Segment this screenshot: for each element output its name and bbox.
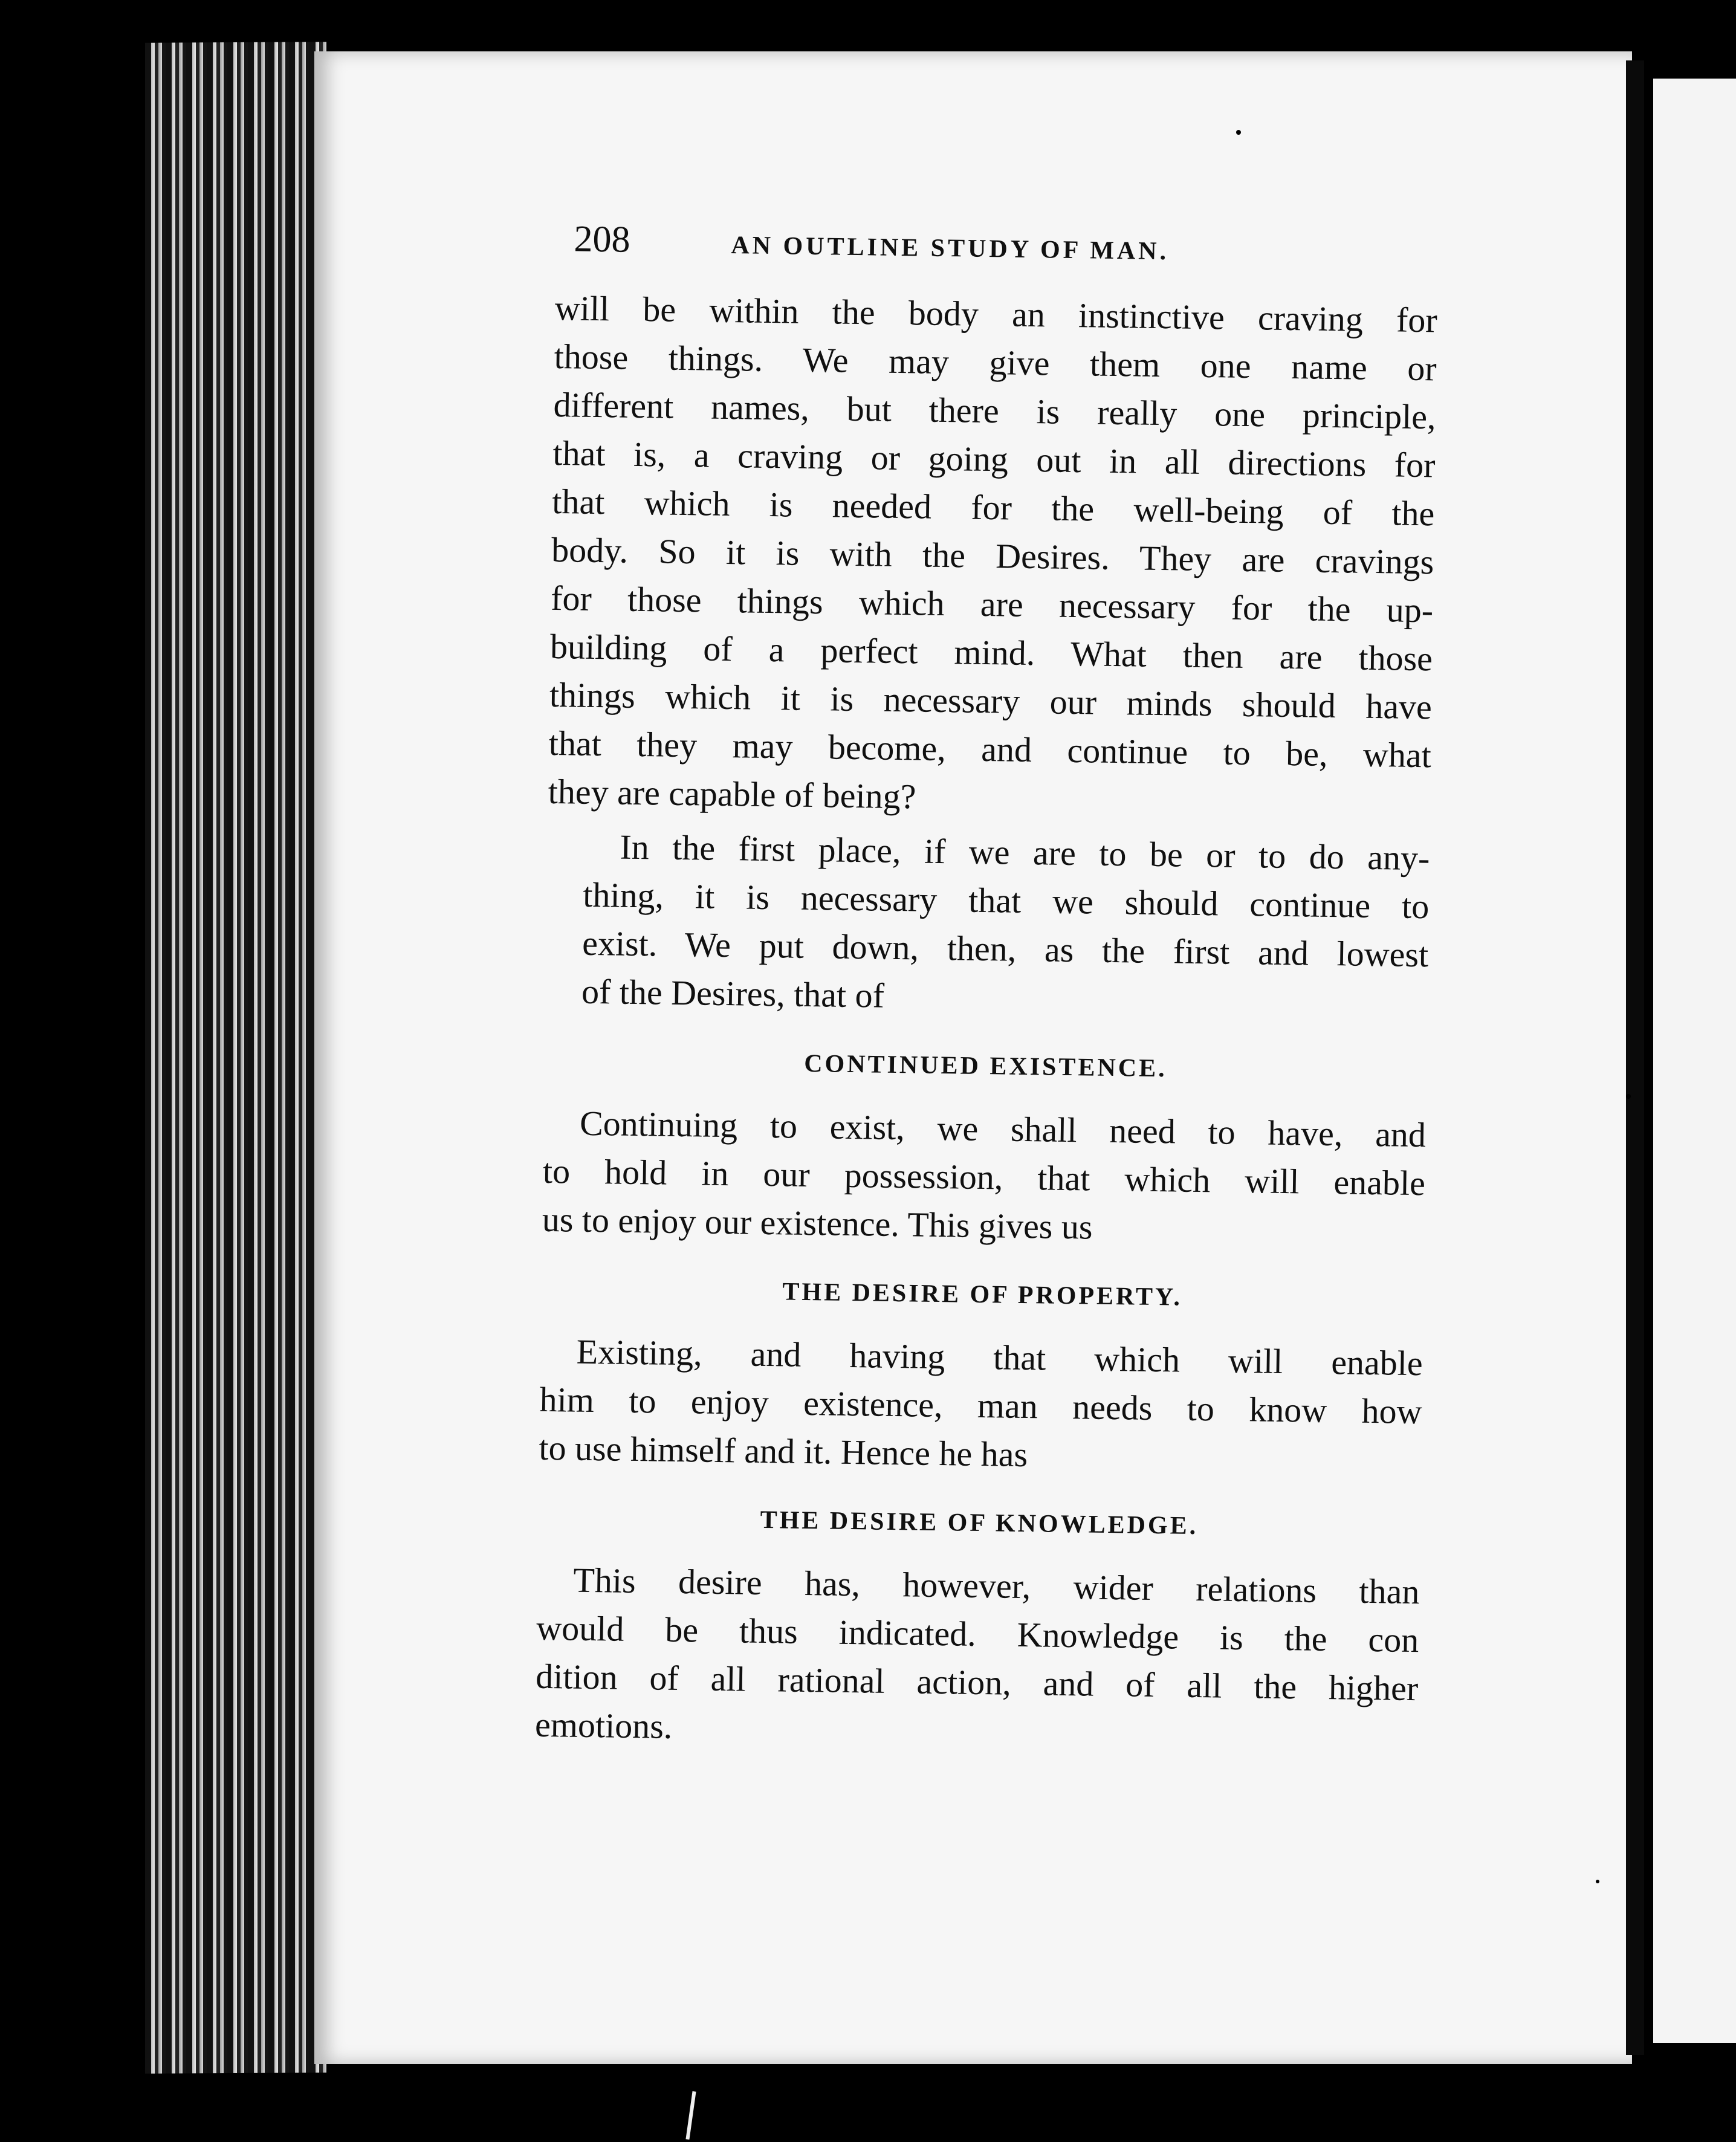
- section-heading: THE DESIRE OF PROPERTY.: [782, 1278, 1183, 1312]
- text-line: thing, it is necessary that we should continue to: [582, 875, 1430, 927]
- page-edges: [145, 42, 326, 2074]
- text-line: building of a perfect mind. What then are those: [549, 626, 1433, 679]
- text-line: for those things which are necessary for the up-: [550, 578, 1434, 630]
- text-line: Existing, and having that which will enable: [576, 1331, 1423, 1383]
- text-line: they are capable of being?: [548, 771, 916, 817]
- text-line: This desire has, however, wider relations than: [573, 1560, 1420, 1612]
- text-line: will be within the body an instinctive craving for: [554, 288, 1438, 340]
- text-line: that which is needed for the well-being of the: [551, 481, 1435, 534]
- text-line: those things. We may give them one name or: [554, 336, 1437, 389]
- paragraph: [542, 1099, 1426, 1256]
- text-line: to use himself and it. Hence he has: [539, 1428, 1028, 1475]
- text-line: exist. We put down, then, as the first and lowest: [581, 923, 1429, 975]
- text-line: different names, but there is really one principle,: [553, 384, 1436, 437]
- text-line: body. So it is with the Desires. They are cravings: [551, 529, 1434, 582]
- paragraph: [535, 1556, 1420, 1761]
- text-line: us to enjoy our existence. This gives us: [542, 1199, 1093, 1247]
- text-line: In the first place, if we are to be or to do any-: [620, 827, 1430, 878]
- dust-speck: [1626, 1094, 1631, 1099]
- dust-speck: [1236, 130, 1241, 135]
- text-line: things which it is necessary our minds should have: [549, 675, 1433, 727]
- paragraph: [545, 822, 1430, 1027]
- running-head: AN OUTLINE STUDY OF MAN.: [731, 231, 1170, 266]
- dust-speck: [1596, 1880, 1599, 1883]
- paragraph: [548, 284, 1437, 828]
- text-line: him to enjoy existence, man needs to know how: [539, 1379, 1423, 1432]
- page-text: [535, 218, 1439, 1761]
- text-line: that they may become, and continue to be, what: [548, 723, 1432, 775]
- facing-page-edge: [1653, 79, 1736, 2043]
- text-line: to hold in our possession, that which will enable: [542, 1151, 1426, 1203]
- paragraph: [539, 1327, 1423, 1484]
- section-heading: THE DESIRE OF KNOWLEDGE.: [760, 1506, 1199, 1541]
- book-gutter: [1626, 60, 1644, 2055]
- text-line: emotions.: [534, 1704, 673, 1746]
- section-heading: CONTINUED EXISTENCE.: [803, 1049, 1167, 1083]
- page-number: 208: [574, 218, 630, 260]
- text-line: of the Desires, that of: [581, 971, 885, 1015]
- text-line: dition of all rational action, and of all the higher: [535, 1656, 1419, 1709]
- scan-mark: [685, 2091, 696, 2140]
- page-header: [573, 218, 1438, 296]
- text-line: Continuing to exist, we shall need to have, and: [579, 1103, 1427, 1155]
- text-line: that is, a craving or going out in all directions for: [552, 433, 1436, 485]
- text-line: would be thus indicated. Knowledge is the con: [536, 1608, 1419, 1660]
